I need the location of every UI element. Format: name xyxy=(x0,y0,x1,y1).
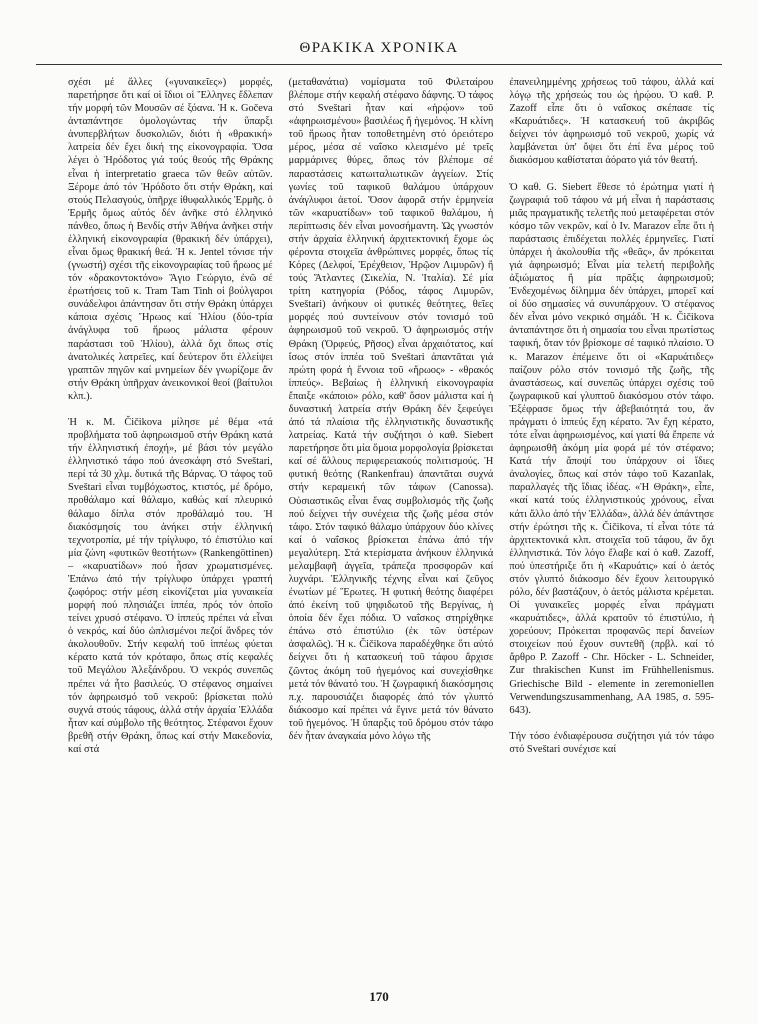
paragraph: Ἡ κ. M. Čičikova μίλησε μέ θέμα «τά προβλήματα τοῦ ἀφηρωισμοῦ στήν Θράκη κατά τήν ἑλληνιστική ἐποχή», μέ βάσι τόν μεγάλο ἑλληνιστικό τάφο πού ἀνεσκάφη στό Sveštari, περί τά 30 χλμ. δυτικά τῆς Βάρνας. Ὁ τάφος τοῦ Sveštari εἶναι τυμβόχωστος, κτιστός, μέ δρόμο, προθάλαμο καί θάλαμο, καθώς καί πλευρικό θάλαμο δίπλα στόν προθάλαμό του. Ἡ διακόσμησίς του ἀνήκει στήν ἑλληνική τεχνοτροπία, μέ τήν τρίγλυφο, τό ἐπιστύλιο καί μία ζώνη «φυτικῶν θεοτήτων» (Rankengöttinen) – «καρυατίδων» πού ἦσαν χρωματισμένες. Ἐπάνω ἀπό τήν τρίγλυφο ὑπάρχει γραπτή ζωφόρος: στήν μέση εἰκονίζεται μία γυναικεία μορφή πού πλησιάζει ἱππέα, πρός τόν ὁποῖο τείνει χρυσό στέφανο. Ὁ ἱππεύς πρέπει νά εἶναι ὁ νεκρός, καί δύο ὡπλισμένοι πεζοί ἄνδρες τόν ἀκολουθοῦν. Στήν κεφαλή τοῦ ἱππέως φύεται κέρατο κατά τόν κρόταφο, ὅπως στίς κεφαλές τοῦ Μεγάλου Ἀλεξάνδρου. Ὁ νεκρός συνεπῶς πρέπει νά ἦτο βασιλεύς. Ὁ στέφανος σημαίνει τόν ἀφηρωισμό τοῦ νεκροῦ: βρίσκεται πολύ συχνά στούς τάφους, ἀλλά στήν ἀρχαία Ἑλλάδα ἦταν καί σύμβολο τῆς θεότητος. Στέφανοι ἔχουν βρεθῆ στήν Θράκη, ὅπως καί στήν Μακεδονία, καί στά xyxy=(68,416,273,755)
column-left xyxy=(68,76,273,956)
column-right xyxy=(509,76,714,956)
column-middle xyxy=(289,76,494,956)
paragraph: σχέσι μέ ἄλλες («γυναικεῖες») μορφές, παρετήρησε ὅτι καί οἱ ἴδιοι οἱ Ἕλληνες ἔδλεπαν τήν μορφή τῶν Μουσῶν σέ ξόανα. Ἡ κ. Gočeva ἀνταπάντησε ὁμολογώντας τήν ὕπαρξι ἀνυπερβλήτων δυσκολιῶν, διότι ἡ «θρακική» λατρεία δέν ἔχει δική της εἰκονογραφία. Ὅσα λέγει ὁ Ἡρόδοτος γιά τούς θεούς τῆς Θράκης εἶναι ἡ interpretatio graeca τῶν θεῶν αὐτῶν. Ξέρομε ἀπό τόν Ἡρόδοτο ὅτι στήν Θράκη, καί στούς Πελασγούς, ὑπῆρχε ἰθυφαλλικός Ἑρμῆς. ὁ Ἑρμῆς ὅμως αὐτός δέν ἀνῆκε στό ἑλληνικό πάνθεο, ὅπως ἡ Βενδίς στήν Ἀθήνα ἀνῆκει στήν ἑλληνική εἰκονογραφία (θρακική δέν ὑπάρχει), εἶναι ὅμως θρακική θεά. Ἡ κ. Jentel τόνισε τήν (γνωστή) σχέσι τῆς εἰκονογραφίας τοῦ ἥρωος μέ τόν «δρακοντοκτόνο» Ἅγιο Γεώργιο, ἐνῶ σέ ἐρωτήσεις τοῦ κ. Tram Tam Tinh οἱ βούλγαροι συνάδελφοι ἀπάντησαν ὅτι στήν Θράκη ὑπάρχει κάποια σχέσις Ἥρωος καί Ἡλίου (δύο-τρία ἀνάγλυφα τοῦ ἥρωος μάλιστα φέρουν παράστασι τοῦ Ἡλίου), ἀλλά ὄχι ὅπως στίς ἀνατολικές λατρεῖες, καί δεύτερον ὅτι ἐλλείψει γραπτῶν πηγῶν καί μνημείων δέν γνωρίζομε ἄν στήν Θράκη ὑπῆρχαν ἀνεικονικοί θεοί (βαίτυλοι κλπ.). xyxy=(68,77,273,402)
paragraph: (μεταθανάτια) νομίσματα τοῦ Φιλεταίρου βλέπομε στήν κεφαλή στέφανο δάφνης. Ὁ τάφος στό Sveštari ἦταν καί «ἡρῴον» τοῦ «ἀφηρωισμένου» βασιλέως ἤ ἡγεμόνος. Ἡ κλίνη τοῦ ἥρωος ἦταν τοποθετημένη στό ὀρειότερο μέρος, μέσα σέ ναΐσκο κλεισμένο μέ τρεῖς μαρμάρινες θύρες, ὅπως τόν βλέπομε σέ παραστάσεις κατωιταλιωτικῶν ἀγγείων. Στίς γωνίες τοῦ ταφικοῦ θαλάμου ὑπάρχουν ἀνάγλυφοι ἀετοί. Ὅσον ἀφορᾶ στήν ἑρμηνεία τῶν «καρυατίδων» τοῦ ταφικοῦ θαλάμου, ἡ περίπτωσις δέν εἶναι μονοσήμαντη. Ὡς γνωστόν στήν ἀρχαία ἑλληνική ἀρχιτεκτονική ἔχομε ὡς φέροντα στοιχεῖα ἀνθρώπινες μορφές, ὅπως τίς Κόρες (Δελφοί, Ἐρέχθειον, Ἡρῷον Λιμυρῶν) ἤ τούς Ἄτλαντες (Σικελία, Ν. Ἰταλία). Σέ μία τρίτη κατηγορία (Ρόδος, τάφος Λιμυρῶν, Sveštari) ἀνήκουν οἱ φυτικές θεότητες, θεῖες μορφές πού συντείνουν στόν τονισμό τοῦ ἀφηρωισμοῦ τοῦ νεκροῦ. Ὁ ἀφηρωισμός στήν Θράκη (Ὀρφεύς, Ρῆσος) εἶναι ἀρχαιότατος, καί ἴσως στόν ἱππέα τοῦ Sveštari ἀπαντᾶται γιά πρώτη φορά ἡ ἔννοια τοῦ «ἥρωος» - «θρακός ἱππεύς». Βεβαίως ἡ ἑλληνική εἰκονογραφία ἔπαιξε «κάποιο» ρόλο, καθ' ὅσον μάλιστα καί ἡ δυναστική λατρεία στήν Θράκη δέν ξεφεύγει ἀπό τά πλαίσια τῆς ἑλληνιστικῆς δυναστικῆς λατρείας. Κατά τήν συζήτησι ὁ καθ. Siebert παρετήρησε ὅτι μία ὅμοια μορφολογία βρίσκεται καί σέ ἄλλους περιφερειακούς πολιτισμούς. Ἡ φυτική θεότης (Rankenfrau) ἀπαντᾶται συχνά στήν κεραμεική τῶν τάφων (Canossa). Οὐσιαστικῶς εἶναι ἕνας συμβολισμός τῆς ζωῆς πού δείχνει τήν συνέχεια τῆς ζωῆς μέσα στόν τάφο. Στόν ταφικό θάλαμο ὑπάρχουν δύο κλίνες καί ὁ ναΐσκος βρίσκεται ἐπάνω ἀπό τήν μεγαλύτερη. Στά κτερίσματα ἀνήκουν ἑλληνικά μελαμβαφῆ ἀγγεῖα, τράπεζα προσφορῶν καί λυχνάρι. Ἑλληνικῆς τέχνης εἶναι καί ζεῦγος ἐνωτίων μέ Ἔρωτες. Ἡ φυτική θεότης διαφέρει ἀπό ἐκείνη τοῦ ψηφιδωτοῦ τῆς Βεργίνας, ἡ ὁποία δέν ἔχει πόδια. Ὁ ναΐσκος στηρίχθηκε ἐπάνω στό ἐπιστύλιο (ἐκ τῶν ὑστέρων ἀσφαλῶς). Ἡ κ. Čičikova παραδέχθηκε ὅτι αὐτό δείχνει ὅτι ἡ κατασκευή τοῦ τάφου ἄρχισε ζῶντος ἀκόμη τοῦ ἡγεμόνος καί συνεχίσθηκε μετά τόν θάνατό του. Ἡ ζωγραφική διακόσμησις π.χ. παρουσιάζει διαφορές ἀπό τόν γλυπτό διάκοσμο καί πρέπει νά ἔγινε μετά τόν θάνατο τοῦ ἡγεμόνος. Ἡ ὕπαρξις τοῦ δρόμου στόν τάφο δέν ἦταν ἀναγκαία μόνο λόγω τῆς xyxy=(288,77,494,742)
header-rule xyxy=(36,64,722,65)
paragraph: ἐπανειλημμένης χρήσεως τοῦ τάφου, ἀλλά καί λόγῳ τῆς χρήσεώς του ὡς ἡρῴου. Ὁ καθ. P. Zazoff εἶπε ὅτι ὁ ναΐσκος σκέπασε τίς «Καρυάτιδες». Ἡ κατασκευή τοῦ ἀκριβῶς δείχνει τόν ἀφηρωισμό τοῦ νεκροῦ, χωρίς νά λαμβάνεται ὑπ' ὄψει ὅτι ἐπί ἕνα μέρος τοῦ διακόσμου καθίσταται ἀόρατο γιά τόν θεατή. xyxy=(509,77,715,167)
paragraph: Τήν τόσο ἐνδιαφέρουσα συζήτησι γιά τόν τάφο στό Sveštari συνέχισε καί xyxy=(509,730,715,755)
text-columns xyxy=(68,76,714,956)
page-number: 170 xyxy=(369,989,389,1004)
paragraph: Ὁ καθ. G. Siebert ἔθεσε τό ἐρώτημα γιατί ἡ ζωγραφιά τοῦ τάφου νά μή εἶναι ἡ παράστασις μιᾶς πραγματικῆς τελετῆς πού μεταφέρεται στόν κόσμο τῶν νεκρῶν, καί ὁ Iv. Marazov εἶπε ὅτι ἡ παράστασις ἐπιδέχεται πολλές ἑρμηνεῖες. Γιατί ὑπάρχει ἡ ἀκολουθία τῆς «θεᾶς», ἄν πρόκειται γιά ἀφηρωισμό; Εἶναι μία τελετή περιβολῆς ἀξιώματος ἤ μία πρᾶξις ἀφηρωισμοῦ; Ἐνδεχομένως δίλημμα δέν ὑπάρχει, μπορεῖ καί οἱ δύο σημασίες νά συνυπάρχουν. Ὁ στέφανος δέν εἶναι μόνο νεκρικό σημάδι. Ἡ κ. Čičikova ἀνταπάντησε ὅτι ἡ σημασία του εἶναι πρωτίστως ταφική, ὅταν τόν βρίσκομε σέ ταφικό πλαίσιο. Ὁ κ. Marazov ἐπέμεινε ὅτι οἱ «Καρυάτιδες» παίζουν ρόλο στόν τονισμό τῆς ζωῆς, τῆς ἀναστάσεως, καί συνεπῶς ὑπάρχει σχέσις τοῦ ζωγραφικοῦ καί γλυπτοῦ διακόσμου στόν τάφο. Ἐξέφρασε ὅμως τήν ἀβεβαιότητά του, ἄν πράγματι ὁ ἱππεύς ἔχη κέρατο. Ἄν ἔχη κέρατο, τότε εἶναι ἀφηρωισμένος, καί γιατί θά ἔπρεπε νά ἀφηρωισθῆ ἀκόμη μία φορά μέ τόν στέφανο; Κατά τήν ἄποψί του ὑπάρχουν οἱ ἴδιες ἀναλογίες, ὅπως καί στόν τάφο τοῦ Kazanlak, παραλλαγές τῆς ἴδιας ἰδέας. «Ἡ Θράκη», εἶπε, «καί κατά τούς ἑλληνιστικούς χρόνους, εἶναι κάτι ἄλλο ἀπό τήν Ἑλλάδα», ἀλλά δέν ἀπάντησε στήν ἐρώτησι τῆς κ. Čičikova, τί εἶναι τότε τά ἀρχιτεκτονικά κλπ. στοιχεῖα τοῦ τάφου, ἄν ὄχι ἑλληνιστικά. Τόν λόγο ἔλαβε καί ὁ καθ. Zazoff, πού ὑπεστήριξε ὅτι ἡ «Καρυάτις» καί ὁ ἀετός στόν γλυπτό διάκοσμο δέν ἔχουν λειτουργικό ρόλο, δέν βαστάζουν, ὁ ἀετός μάλιστα κρέμεται. Οἱ γυναικεῖες μορφές εἶναι πράγματι «καρυάτιδες», ἀλλά κρατοῦν τό ἐπιστύλιο, ἡ χορεύουν; Πρόκειται προφανῶς περί δανείων στοιχείων πού ἔχουν συντεθῆ (πρβλ. καί τό ἄρθρο P. Zazoff - Chr. Höcker - L. Schneider, Zur thrakischen Kunst im Frühhellenismus. Griechische Bild - elemente in zeremoniellen Verwendungszusammenhang, AA 1985, σ. 595-643). xyxy=(509,181,715,716)
running-title: ΘΡΑΚΙΚΑ ΧΡΟΝΙΚΑ xyxy=(299,40,459,56)
